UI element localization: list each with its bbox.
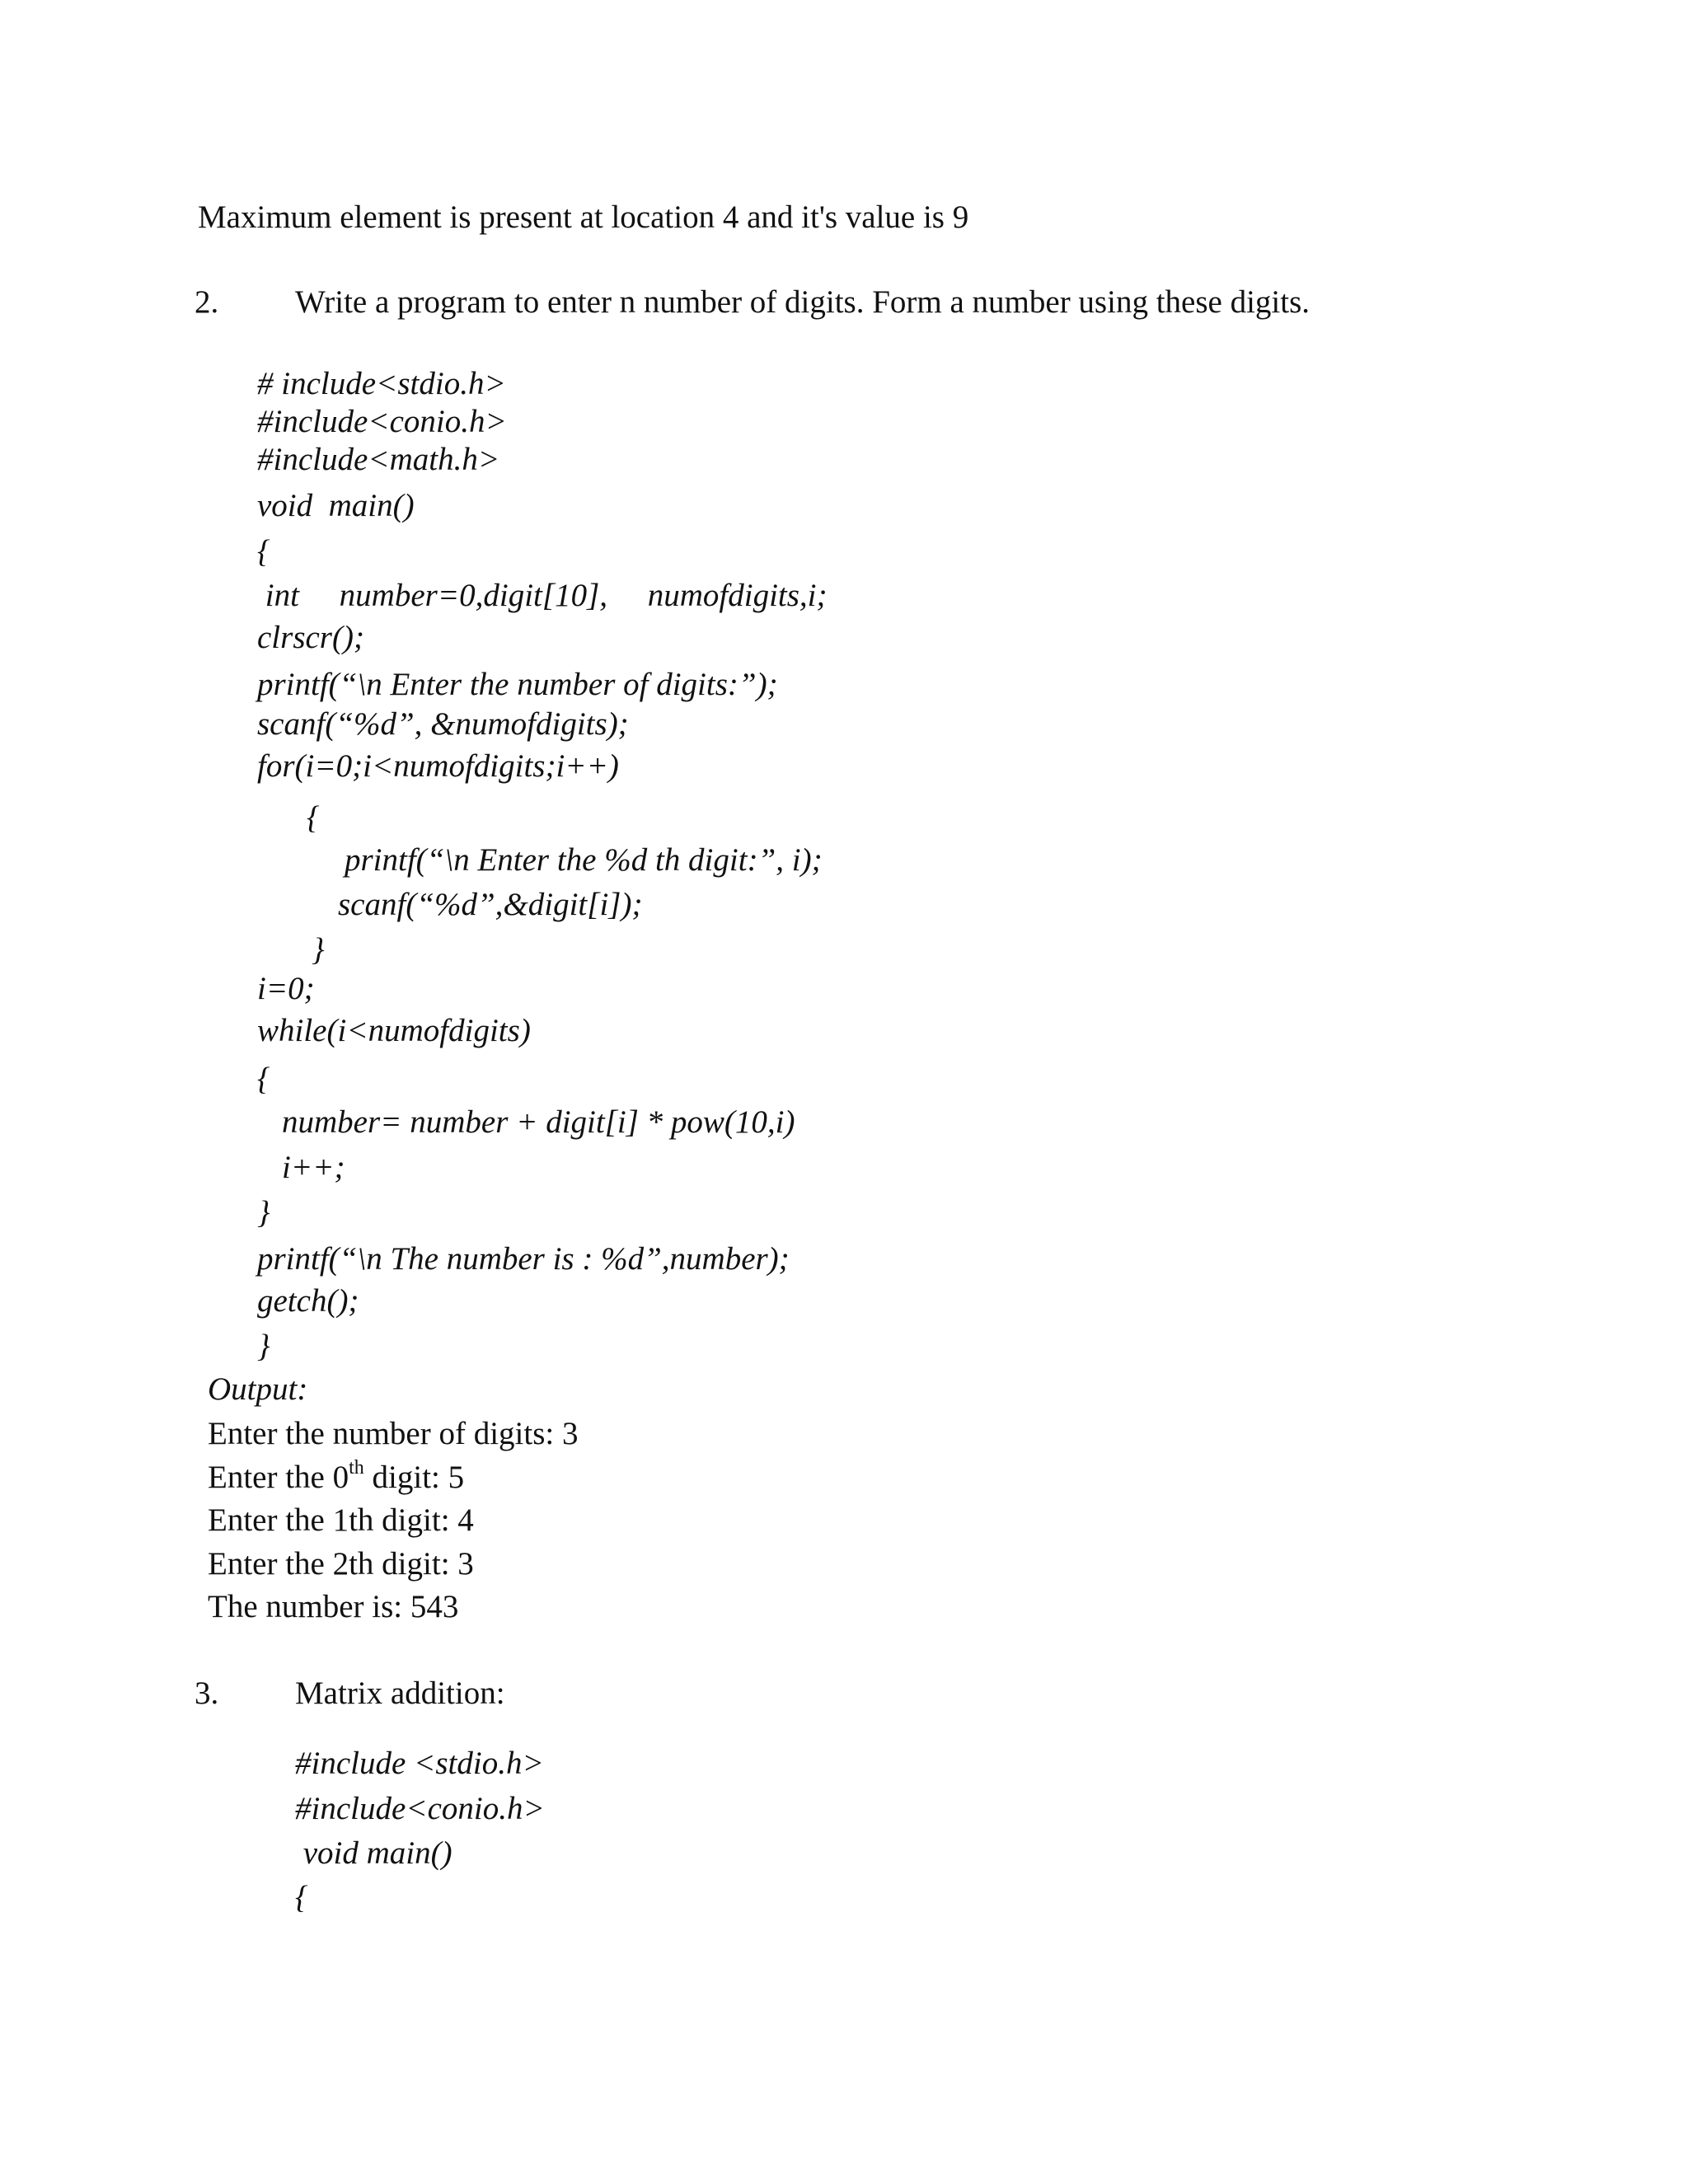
code-line: printf(“\n Enter the number of digits:”);	[257, 667, 778, 702]
output-line: Enter the number of digits: 3	[208, 1416, 579, 1451]
code-line: for(i=0;i<numofdigits;i++)	[257, 748, 619, 784]
code-line: }	[312, 932, 325, 968]
code-line: #include<conio.h>	[295, 1791, 545, 1826]
code-line: while(i<numofdigits)	[257, 1013, 531, 1048]
code-line: }	[257, 1195, 270, 1230]
output-line: Enter the 0th digit: 5	[208, 1457, 465, 1495]
code-line: #include<math.h>	[257, 442, 500, 477]
code-line: i=0;	[257, 971, 315, 1006]
code-line: void main()	[257, 488, 415, 523]
code-line: void main()	[295, 1835, 452, 1871]
code-line: scanf(“%d”, &numofdigits);	[257, 706, 629, 742]
code-line: scanf(“%d”,&digit[i]);	[338, 887, 643, 922]
question-3-title: Matrix addition:	[295, 1675, 505, 1711]
output-line: The number is: 543	[208, 1589, 459, 1624]
code-line: i++;	[282, 1150, 345, 1185]
question-2-number: 2.	[195, 284, 219, 320]
code-line: {	[307, 800, 320, 836]
code-line: {	[257, 1062, 270, 1097]
code-line: #include <stdio.h>	[295, 1746, 544, 1781]
code-line: {	[257, 534, 270, 569]
code-line: clrscr();	[257, 620, 364, 655]
output-label: Output:	[208, 1371, 308, 1407]
question-2-title: Write a program to enter n number of digits. Form a number using these digits.	[295, 284, 1311, 320]
code-line: getch();	[257, 1283, 359, 1319]
code-line: #include<conio.h>	[257, 404, 507, 439]
code-line: }	[257, 1329, 270, 1364]
question-3-number: 3.	[195, 1675, 219, 1711]
code-line: number= number + digit[i] * pow(10,i)	[282, 1104, 795, 1140]
code-line: # include<stdio.h>	[257, 366, 506, 401]
output-line: Enter the 2th digit: 3	[208, 1546, 474, 1582]
code-line: {	[295, 1880, 308, 1915]
intro-text: Maximum element is present at location 4 and it's value is 9	[198, 199, 969, 235]
code-line: printf(“\n The number is : %d”,number);	[257, 1241, 790, 1277]
output-line: Enter the 1th digit: 4	[208, 1502, 474, 1538]
code-line: int number=0,digit[10], numofdigits,i;	[257, 578, 828, 613]
code-line: printf(“\n Enter the %d th digit:”, i);	[345, 842, 823, 878]
